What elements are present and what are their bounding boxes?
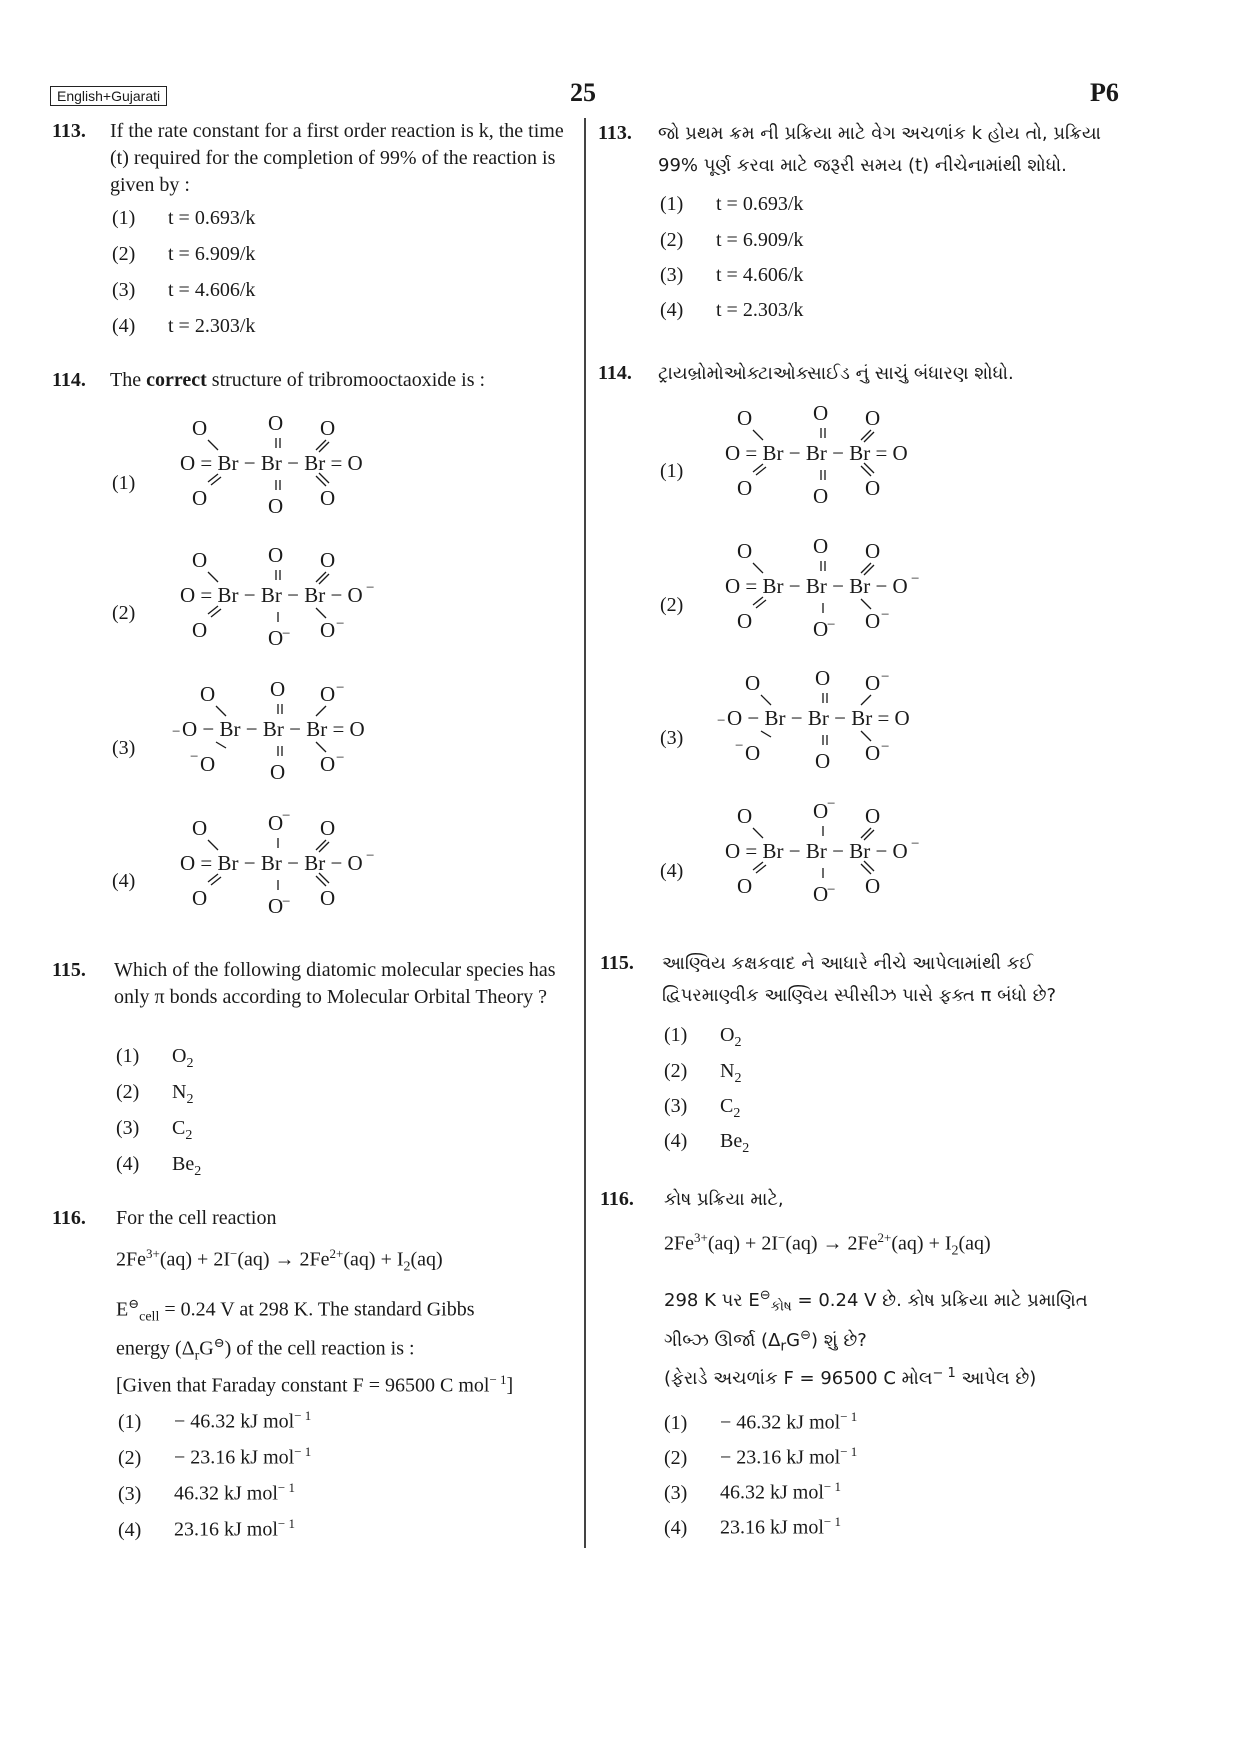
svg-text:−: − (366, 580, 375, 596)
structure-2-gu (715, 533, 945, 643)
option-3[interactable]: (3) (660, 727, 684, 749)
svg-text:−: − (282, 894, 291, 910)
option-1[interactable]: (1) − 46.32 kJ mol$^{- 1}$ (664, 1409, 858, 1434)
svg-text:−: − (827, 798, 836, 812)
svg-text:−: − (881, 669, 890, 685)
svg-text:−: − (735, 738, 744, 754)
svg-text:O: O (737, 406, 753, 430)
option-4[interactable]: (4) (660, 860, 684, 882)
given-constant: [Given that Faraday constant F = 96500 C mol$^{- 1}$] (116, 1372, 514, 1397)
question-number: 115. (600, 952, 634, 974)
svg-text:O = Br − Br − Br − O: O = Br − Br − Br − O (180, 851, 363, 875)
svg-text:O: O (320, 752, 336, 776)
svg-text:O: O (270, 677, 286, 701)
svg-text:O: O (320, 618, 336, 642)
svg-text:O: O (813, 401, 829, 425)
svg-text:O: O (268, 626, 284, 650)
option-3[interactable]: (3) t = 4.606/k (112, 279, 256, 301)
svg-text:O: O (192, 618, 208, 642)
svg-text:O: O (268, 894, 284, 918)
question-text: For the cell reaction (116, 1207, 277, 1229)
option-4[interactable]: (4) $Be_2$ (664, 1130, 750, 1156)
svg-text:−: − (881, 739, 890, 755)
svg-text:O = Br − Br − Br = O: O = Br − Br − Br = O (725, 441, 908, 465)
svg-text:O: O (865, 539, 881, 563)
svg-text:O − Br − Br − Br = O: O − Br − Br − Br = O (182, 717, 365, 741)
svg-text:−: − (911, 836, 920, 852)
svg-text:O: O (745, 671, 761, 695)
option-4[interactable]: (4) 23.16 kJ mol$^{- 1}$ (664, 1514, 841, 1539)
svg-text:O − Br − Br − Br = O: O − Br − Br − Br = O (727, 706, 910, 730)
svg-text:O: O (737, 874, 753, 898)
option-4[interactable]: (4) (112, 870, 136, 892)
svg-text:O: O (737, 476, 753, 500)
option-2[interactable]: (2) t = 6.909/k (112, 243, 256, 265)
structure-4-gu (715, 798, 945, 908)
svg-text:O: O (813, 484, 829, 508)
cell-potential: 298 K પર $E^⊖_{કોષ} = 0.24$ V છે. કોષ પ્રક્રિયા માટે પ્રમાણિત (664, 1288, 1088, 1315)
question-text: The correct structure of tribromooctaoxide is : (110, 369, 486, 391)
svg-text:O: O (815, 749, 831, 773)
svg-text:O: O (192, 886, 208, 910)
option-1[interactable]: (1) $O_2$ (116, 1045, 194, 1071)
svg-text:O: O (270, 760, 286, 784)
question-number: 113. (52, 120, 86, 142)
svg-text:O: O (192, 486, 208, 510)
svg-text:O: O (320, 816, 336, 840)
option-4[interactable]: (4) $Be_2$ (116, 1153, 202, 1179)
svg-text:O: O (865, 476, 881, 500)
option-3[interactable]: (3) $C_2$ (116, 1117, 193, 1143)
option-3[interactable]: (3) t = 4.606/k (660, 264, 804, 286)
svg-text:O: O (737, 539, 753, 563)
option-4[interactable]: (4) t = 2.303/k (112, 315, 256, 337)
question-number: 113. (598, 122, 632, 144)
svg-text:O: O (200, 682, 216, 706)
gibbs-text: ગીબ્ઝ ઊર્જા $(\Delta_rG^⊖)$ શું છે? (664, 1328, 867, 1355)
svg-text:O: O (320, 486, 336, 510)
svg-text:O: O (737, 609, 753, 633)
page-number: 25 (570, 78, 596, 107)
svg-text:O: O (813, 534, 829, 558)
question-number: 114. (52, 369, 86, 391)
svg-text:−: − (827, 882, 836, 898)
svg-text:O: O (865, 874, 881, 898)
question-text-line-2: દ્વિપરમાણ્વીક આણ્વિય સ્પીસીઝ પાસે ફક્ત π બંધો છે? (662, 985, 1057, 1006)
svg-text:O: O (865, 741, 881, 765)
question-text-line-1: આણ્વિય કક્ષકવાદ ને આધારે નીચે આપેલામાંથી કઈ (662, 953, 1034, 974)
svg-text:O: O (737, 804, 753, 828)
option-1[interactable]: (1) t = 0.693/k (112, 207, 256, 229)
svg-text:−: − (336, 680, 345, 696)
svg-text:−: − (881, 607, 890, 623)
svg-text:O = Br − Br − Br − O: O = Br − Br − Br − O (180, 583, 363, 607)
paper-code: P6 (1090, 78, 1119, 107)
svg-text:−: − (336, 750, 345, 766)
svg-text:−: − (366, 848, 375, 864)
svg-text:O: O (192, 416, 208, 440)
svg-text:O: O (192, 816, 208, 840)
svg-text:O: O (865, 671, 881, 695)
question-text-line-1: કોષ પ્રક્રિયા માટે, (664, 1189, 784, 1210)
structure-4 (170, 810, 400, 920)
language-label: English+Gujarati (50, 86, 167, 106)
question-number: 115. (52, 959, 86, 981)
option-3[interactable]: (3) 46.32 kJ mol$^{- 1}$ (664, 1479, 841, 1504)
svg-text:O: O (865, 804, 881, 828)
option-2[interactable]: (2) (660, 594, 684, 616)
given-constant: (ફેરાડે અચળાંક F = 96500 C મોલ$^{- 1}$ આપેલ છે) (664, 1366, 1037, 1389)
option-3[interactable]: (3) 46.32 kJ mol$^{- 1}$ (118, 1480, 295, 1505)
svg-text:−: − (911, 571, 920, 587)
svg-text:O: O (268, 411, 284, 435)
svg-text:O: O (813, 617, 829, 641)
svg-text:O: O (865, 406, 881, 430)
svg-text:O: O (865, 609, 881, 633)
question-number: 116. (52, 1207, 86, 1229)
svg-text:O = Br − Br − Br − O: O = Br − Br − Br − O (725, 574, 908, 598)
question-text-line-2: 99% પૂર્ણ કરવા માટે જરૂરી સમય (t) નીચેનામાંથી શોધો. (658, 155, 1067, 176)
svg-text:−: − (282, 810, 291, 824)
svg-text:O = Br − Br − Br = O: O = Br − Br − Br = O (180, 451, 363, 475)
question-text: ટ્રાયબ્રોમોઓક્ટાઓક્સાઈડ નું સાચું બંધારણ શોધો. (658, 363, 1014, 384)
option-2[interactable]: (2) (112, 602, 136, 624)
svg-text:O: O (813, 882, 829, 906)
option-2[interactable]: (2) $N_2$ (664, 1060, 742, 1086)
svg-text:−: − (282, 626, 291, 642)
svg-text:O: O (268, 811, 284, 835)
question-text-line-1: જો પ્રથમ ક્રમ ની પ્રક્રિયા માટે વેગ અચળાંક k હોય તો, પ્રક્રિયા (658, 123, 1101, 144)
question-number: 116. (600, 1188, 634, 1210)
option-3[interactable]: (3) $C_2$ (664, 1095, 741, 1121)
option-2[interactable]: (2) $N_2$ (116, 1081, 194, 1107)
option-2[interactable]: (2) − 23.16 kJ mol$^{- 1}$ (664, 1444, 858, 1469)
svg-text:−: − (190, 749, 199, 765)
cell-reaction: $2Fe^{3+}(aq) + 2I^-(aq) \to 2Fe^{2+}(aq) + I_2(aq)$ (116, 1246, 443, 1275)
svg-text:O: O (200, 752, 216, 776)
structure-3-gu (715, 665, 945, 775)
svg-text:O: O (320, 548, 336, 572)
question-text: Which of the following diatomic molecular species has only π bonds according to Molecular Orbital Theory ? (114, 959, 556, 1008)
svg-text:O: O (192, 548, 208, 572)
option-2[interactable]: (2) t = 6.909/k (660, 229, 804, 251)
svg-text:O: O (320, 886, 336, 910)
option-4[interactable]: (4) 23.16 kJ mol$^{- 1}$ (118, 1516, 295, 1541)
option-1[interactable]: (1) t = 0.693/k (660, 193, 804, 215)
svg-text:O: O (815, 666, 831, 690)
svg-text:O: O (813, 799, 829, 823)
svg-text:−: − (172, 724, 181, 740)
cell-potential: $E^⊖_{cell} = 0.24$ V at 298 K. The standard Gibbs (116, 1296, 475, 1325)
structure-3 (170, 676, 400, 786)
structure-1-gu (715, 400, 945, 510)
svg-text:−: − (827, 617, 836, 633)
svg-text:O: O (320, 416, 336, 440)
structure-2 (170, 542, 400, 652)
option-3[interactable]: (3) (112, 737, 136, 759)
svg-text:−: − (336, 616, 345, 632)
cell-reaction: $2Fe^{3+}(aq) + 2I^-(aq) \to 2Fe^{2+}(aq) + I_2(aq)$ (664, 1230, 991, 1259)
svg-text:O: O (268, 543, 284, 567)
option-1[interactable]: (1) (112, 472, 136, 494)
structure-1 (170, 410, 400, 520)
option-4[interactable]: (4) t = 2.303/k (660, 299, 804, 321)
option-2[interactable]: (2) − 23.16 kJ mol$^{- 1}$ (118, 1444, 312, 1469)
option-1[interactable]: (1) $O_2$ (664, 1024, 742, 1050)
option-1[interactable]: (1) (660, 460, 684, 482)
svg-text:−: − (717, 713, 726, 729)
option-1[interactable]: (1) − 46.32 kJ mol$^{- 1}$ (118, 1408, 312, 1433)
question-number: 114. (598, 362, 632, 384)
gibbs-text: energy $(\Delta_rG^⊖)$ of the cell reaction is : (116, 1335, 415, 1364)
svg-text:O = Br − Br − Br − O: O = Br − Br − Br − O (725, 839, 908, 863)
question-text: If the rate constant for a first order reaction is k, the time (t) required for the completion of 99% of the reaction is given by : (110, 120, 564, 196)
svg-text:O: O (268, 494, 284, 518)
svg-text:O: O (320, 682, 336, 706)
svg-text:O: O (745, 741, 761, 765)
column-divider (584, 118, 586, 1548)
